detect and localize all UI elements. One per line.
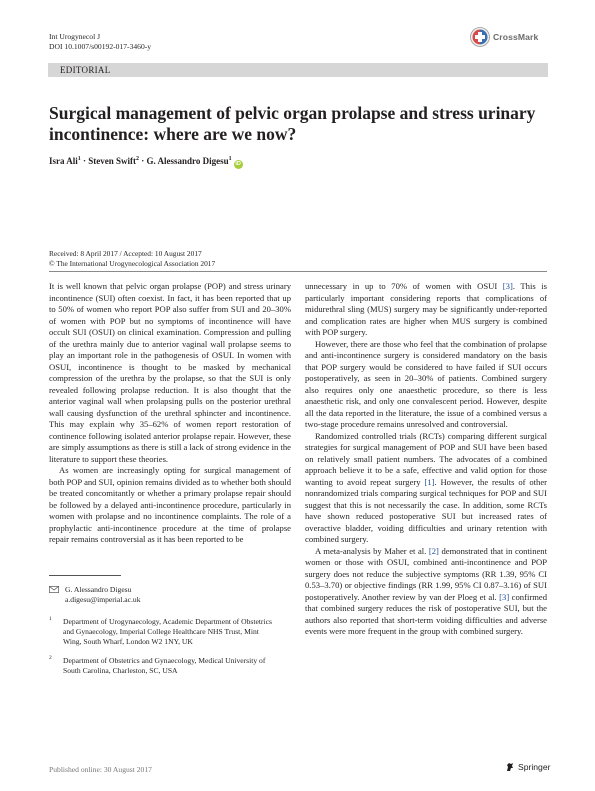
affiliation-marker: 2 bbox=[136, 156, 140, 162]
paragraph: It is well known that pelvic organ prolapse (POP) and stress urinary incontinence (SUI) often coexist. In fact, it has been reported that up to 50% of women who report POP also suffer from SUI and 20–30% of women with POP but no symptoms of incontinence will have occult SUI (OSUI) on clinical examination. Compression and pulling of the urethra mainly due to anterior vaginal wall prolapse seems to play an important role in the pathogenesis of OSUI. In women with OSUI, incontinence is thought to be masked by mechanical compression of the urethra by the prolapse, so that the SUI is only revealed following prolapse reduction. It is also thought that the anterior vaginal wall when prolapsing pulls on the posterior urethral wall causing dysfunction of the urethral sphincter and incontinence. This may explain why 35–62% of women report restoration of continence following isolated anterior prolapse repair. However, these are simply assumptions as there is still a lack of strong evidence in the literature to support these theories. bbox=[49, 281, 291, 464]
author-name[interactable]: G. Alessandro Digesu bbox=[146, 156, 229, 166]
author-name[interactable]: Isra Ali bbox=[49, 156, 78, 166]
publisher-name: Springer bbox=[518, 762, 551, 772]
affiliation bbox=[49, 617, 279, 646]
paragraph-text: . This is particularly important considering reports that complications of midurethral sling (MUS) surgery may be significantly under-reported and complication rates are higher when MUS surgery is combined with POP surgery. bbox=[305, 281, 547, 337]
body-column-left bbox=[49, 281, 291, 546]
paragraph bbox=[305, 431, 547, 546]
paragraph-text: unnecessary in up to 70% of women with OSUI bbox=[305, 281, 503, 291]
paragraph-text: . However, the results of other nonrandomized trials comparing surgical techniques for POP and SUI suggest that this is not necessarily the case. In addition, some RCTs have shown reduced postoperative SUI but increased rates of overactive bladder, voiding difficulties and urinary retention with combined surgery. bbox=[305, 476, 547, 544]
affiliation bbox=[49, 656, 279, 676]
published-online: Published online: 30 August 2017 bbox=[49, 765, 152, 774]
footnote-divider bbox=[49, 575, 121, 576]
correspondence-block bbox=[49, 585, 141, 605]
crossmark-badge[interactable] bbox=[470, 26, 570, 48]
paragraph-text: confirmed that combined surgery reduces the risk of postoperative SUI, but the authors also reported that short-term voiding difficulties and adverse events were more frequent in the group with combined surgery. bbox=[305, 591, 547, 636]
divider bbox=[49, 271, 547, 272]
correspondence-name: G. Alessandro Digesu bbox=[65, 585, 132, 594]
paragraph bbox=[305, 281, 547, 339]
crossmark-icon bbox=[470, 27, 490, 47]
author-separator: · bbox=[80, 156, 89, 166]
paragraph bbox=[305, 546, 547, 638]
body-column-right bbox=[305, 281, 547, 638]
received-accepted: Received: 8 April 2017 / Accepted: 10 August 2017 bbox=[49, 249, 202, 258]
article-title: Surgical management of pelvic organ prolapse and stress urinary incontinence: where are we now? bbox=[49, 103, 536, 144]
journal-name: Int Urogynecol J bbox=[49, 32, 101, 41]
paragraph: However, there are those who feel that the combination of prolapse and anti-incontinence surgery is considered mandatory on the basis that POP surgery would be considered to have failed if SUI occurs postoperatively, as seen in 20–30% of patients. Combined surgery also requires only one anaesthetic procedure, so there is less anaesthetic risk, and only one convalescent period. However, despite all the data reported in the literature, the issue of a combined versus a two-stage procedure remains unresolved and controversial. bbox=[305, 338, 547, 429]
springer-horse-icon bbox=[505, 762, 515, 772]
affiliation-marker: 1 bbox=[77, 156, 81, 162]
affiliation-text: Department of Urogynaecology, Academic Department of Obstetrics and Gynaecology, Imperial College Healthcare NHS Trust, Mint Wing, South Wharf, London W2 1NY, UK bbox=[63, 617, 272, 646]
affiliation-number: 1 bbox=[49, 616, 52, 622]
crossmark-label: CrossMark bbox=[493, 32, 539, 42]
paragraph: As women are increasingly opting for surgical management of both POP and SUI, opinion remains divided as to whether both should be treated concomitantly or whether a primary prolapse repair should be followed by a delayed anti-incontinence procedure, particularly in women with prolapse and no incontinence complaints. The role of a prophylactic anti-incontinence procedure at the time of prolapse repair remains controversial as it has been reported to be bbox=[49, 465, 291, 544]
author-name[interactable]: Steven Swift bbox=[88, 156, 137, 166]
affiliation-text: Department of Obstetrics and Gynaecology, Medical University of South Carolina, Charleston, SC, USA bbox=[63, 656, 266, 675]
affiliation-marker: 1 bbox=[228, 156, 232, 162]
citation-link[interactable]: [3] bbox=[499, 591, 510, 602]
paragraph-text: Randomized controlled trials (RCTs) comparing different surgical strategies for surgical management of POP and SUI have been based on relatively small patient numbers. The advocates of a combined approach believe it to be a safe, effective and valid option for those wanting to avoid repeat surgery bbox=[305, 430, 547, 487]
correspondence-email[interactable]: a.digesu@imperial.ac.uk bbox=[65, 594, 141, 604]
affiliation-number: 2 bbox=[49, 655, 52, 661]
paragraph-text: A meta-analysis by Maher et al. bbox=[315, 545, 429, 556]
citation-link[interactable]: [3] bbox=[502, 281, 513, 291]
dates-block bbox=[49, 249, 215, 268]
author-line bbox=[49, 156, 243, 169]
copyright-line: © The International Urogynecological Association 2017 bbox=[49, 258, 216, 268]
author-separator: · bbox=[139, 156, 147, 166]
doi[interactable]: DOI 10.1007/s00192-017-3460-y bbox=[49, 42, 152, 51]
envelope-icon bbox=[49, 586, 59, 593]
citation-link[interactable]: [2] bbox=[428, 545, 439, 556]
section-label: EDITORIAL bbox=[48, 63, 548, 77]
paragraph-text: demonstrated that in continent women or those with OSUI, combined anti-incontinence and POP surgery does not reduce the subjective symptoms (RR 1.39, 95% CI 0.53–3.70) or objective findings (RR 1.99, 95% CI 0.87–3.16) of SUI postoperatively. Another review by van der Ploeg et al. bbox=[305, 545, 547, 602]
orcid-icon[interactable]: iD bbox=[235, 161, 241, 167]
publisher-logo[interactable] bbox=[505, 762, 550, 772]
citation-link[interactable]: [1] bbox=[424, 476, 435, 487]
